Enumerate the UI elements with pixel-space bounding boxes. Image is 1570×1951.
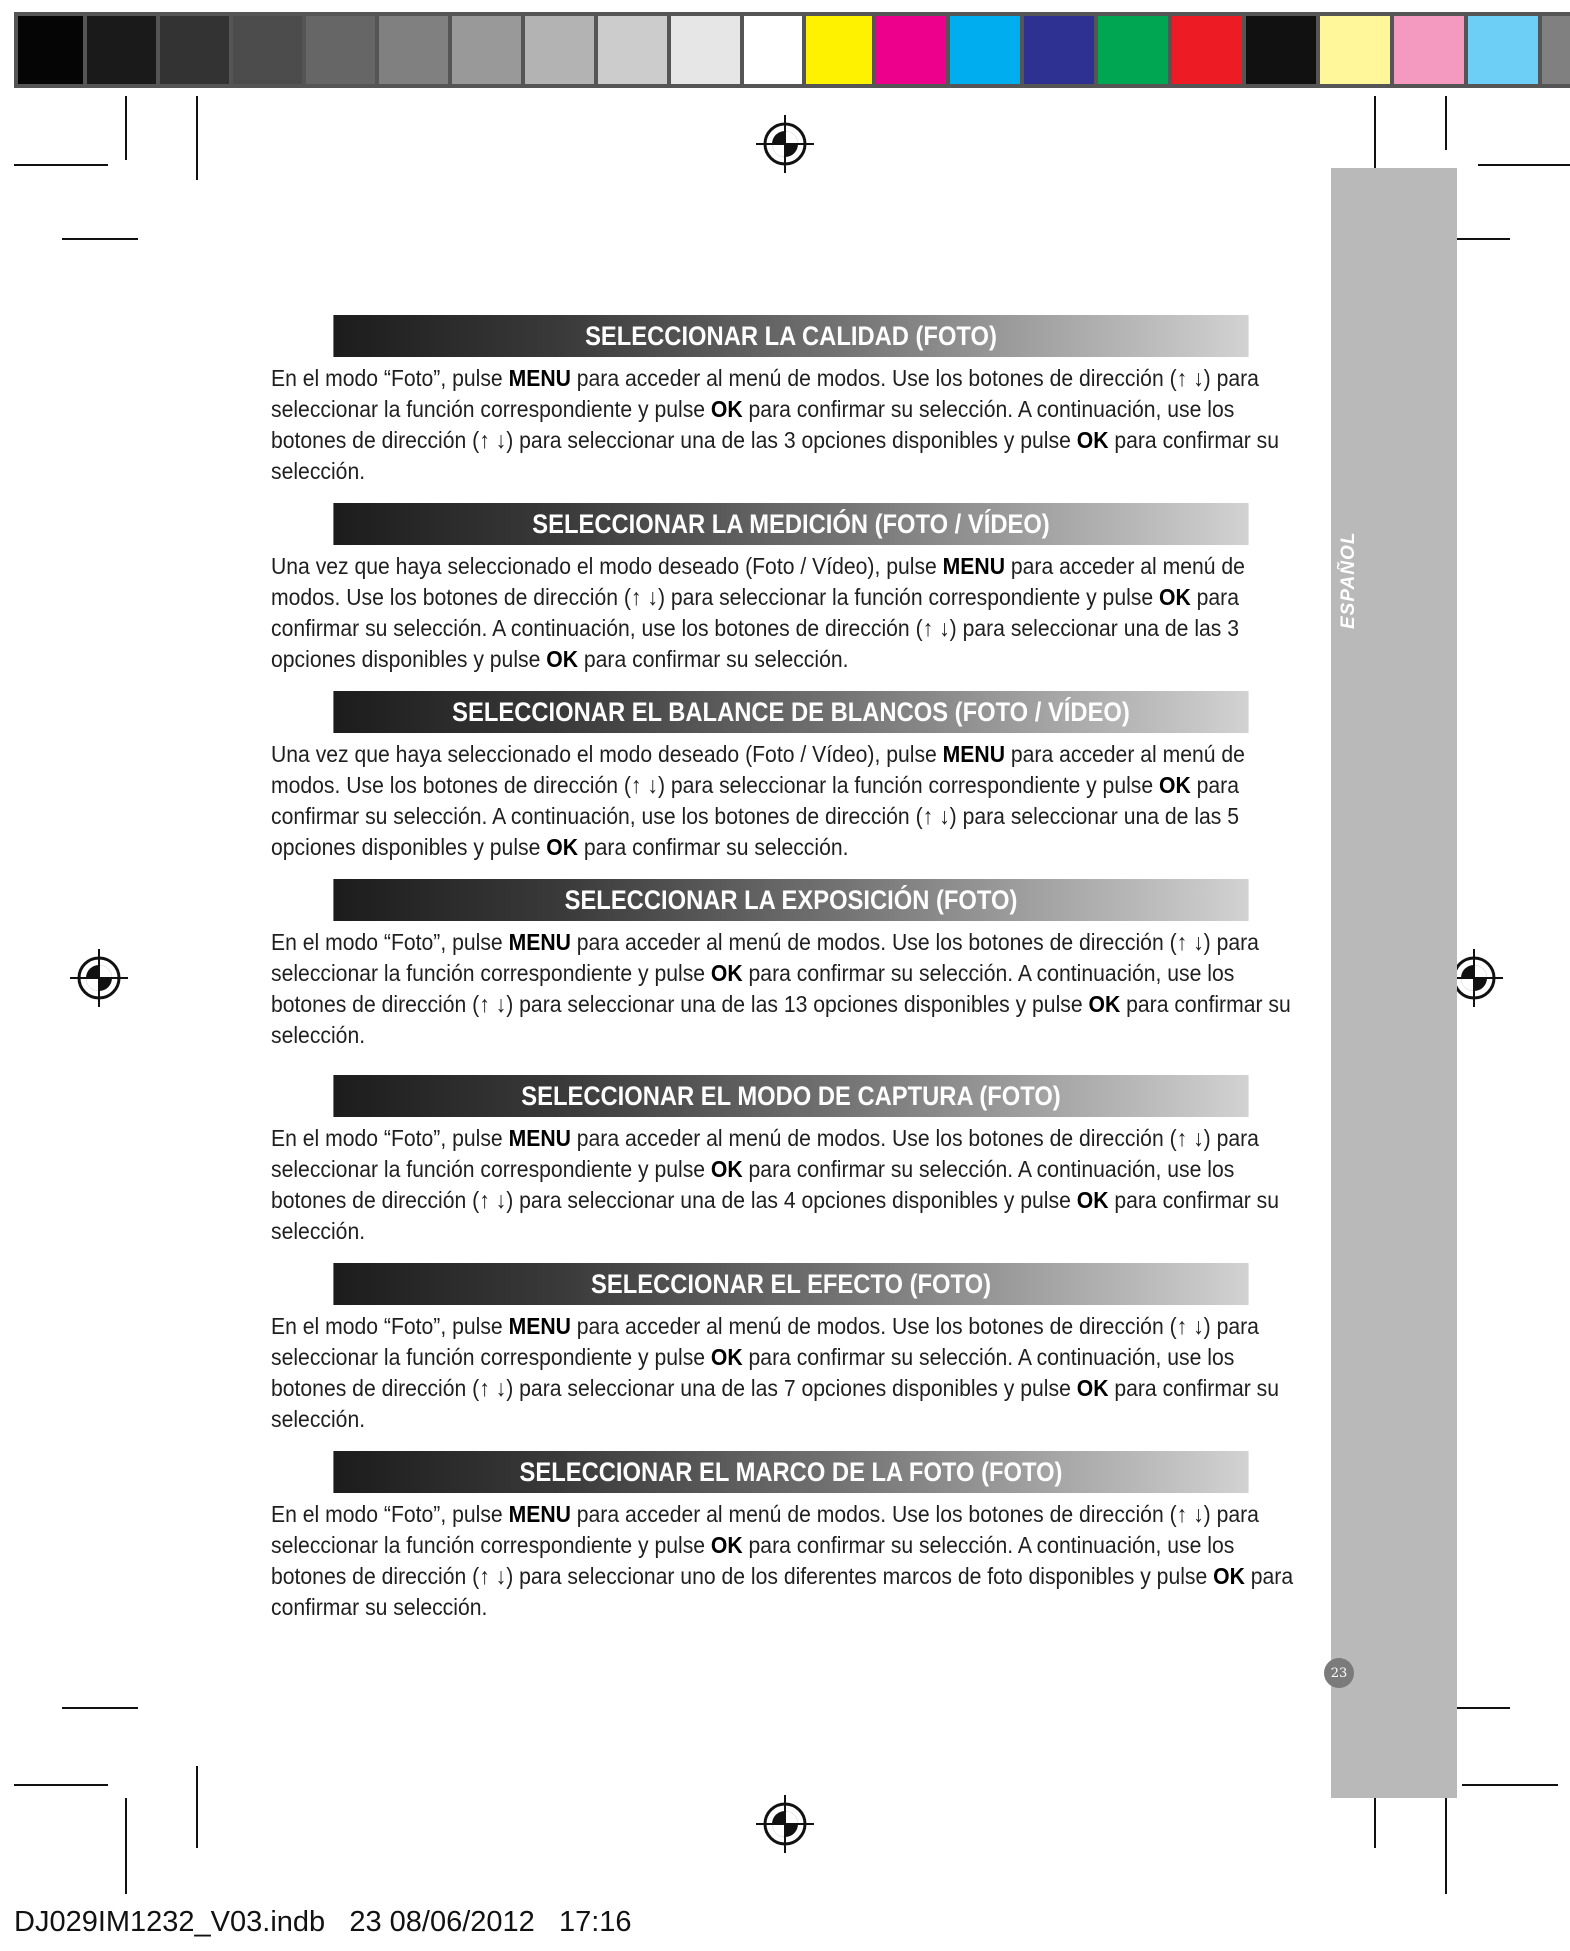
gray-swatch — [452, 12, 525, 88]
body-text-run: para confirmar su selección. — [271, 1375, 1280, 1432]
button-keyword: OK — [546, 646, 579, 672]
page-number: 23 — [1324, 1658, 1354, 1688]
body-text-run: Una vez que haya seleccionado el modo deseado (Foto / Vídeo), pulse — [271, 553, 943, 579]
gray-swatch — [306, 12, 379, 88]
button-keyword: MENU — [508, 1501, 571, 1527]
section-title: SELECCIONAR LA CALIDAD (FOTO) — [333, 315, 1248, 357]
body-text-run: En el modo “Foto”, pulse — [271, 929, 509, 955]
language-side-tab — [1331, 168, 1457, 1798]
button-keyword: MENU — [508, 365, 571, 391]
body-text-run: En el modo “Foto”, pulse — [271, 1313, 509, 1339]
manual-section — [271, 315, 1311, 487]
button-keyword: MENU — [942, 553, 1005, 579]
body-text-run: para acceder al menú de modos. Use los botones de dirección (↑ ↓) para seleccionar la función correspondiente y pulse — [271, 553, 1245, 610]
manual-section — [271, 1451, 1311, 1623]
section-body-text — [271, 927, 1313, 1051]
section-body-text — [271, 551, 1313, 675]
crop-mark — [1462, 1784, 1558, 1786]
crop-mark — [125, 96, 127, 160]
gray-swatch — [525, 12, 598, 88]
gray-swatch — [598, 12, 671, 88]
gray-swatch — [671, 12, 744, 88]
body-text-run: para confirmar su selección. A continuación, use los botones de dirección (↑ ↓) para seleccionar una de las 4 opciones disponibles y pulse — [271, 1156, 1235, 1213]
process-swatch — [1172, 12, 1246, 88]
body-text-run: para acceder al menú de modos. Use los botones de dirección (↑ ↓) para seleccionar la función correspondiente y pulse — [271, 1313, 1259, 1370]
gray-swatch — [233, 12, 306, 88]
body-text-run: para confirmar su selección. A continuación, use los botones de dirección (↑ ↓) para seleccionar una de las 7 opciones disponibles y pulse — [271, 1344, 1235, 1401]
button-keyword: OK — [1076, 427, 1109, 453]
body-text-run: para confirmar su selección. — [271, 1187, 1280, 1244]
button-keyword: MENU — [508, 1313, 571, 1339]
process-swatch — [1246, 12, 1320, 88]
body-text-run: para confirmar su selección. A continuación, use los botones de dirección (↑ ↓) para seleccionar una de las 13 opciones disponibles y pulse — [271, 960, 1235, 1017]
body-text-run: para confirmar su selección. A continuación, use los botones de dirección (↑ ↓) para seleccionar una de las 3 opciones disponibles y pulse — [271, 396, 1235, 453]
section-title: SELECCIONAR LA EXPOSICIÓN (FOTO) — [333, 879, 1248, 921]
process-swatch — [950, 12, 1024, 88]
process-swatch — [1098, 12, 1172, 88]
gray-swatch — [379, 12, 452, 88]
section-body-text — [271, 1123, 1313, 1247]
body-text-run: En el modo “Foto”, pulse — [271, 1125, 509, 1151]
crop-mark — [14, 164, 108, 166]
crop-mark — [1445, 96, 1447, 150]
button-keyword: MENU — [508, 1125, 571, 1151]
process-swatch — [1320, 12, 1394, 88]
manual-section — [271, 503, 1311, 675]
button-keyword: OK — [1159, 772, 1191, 798]
section-body-text — [271, 363, 1313, 487]
button-keyword: OK — [710, 396, 743, 422]
crop-mark — [196, 96, 198, 180]
crop-mark — [62, 238, 138, 240]
crop-mark — [1445, 1798, 1447, 1894]
crop-mark — [125, 1798, 127, 1894]
button-keyword: OK — [710, 960, 743, 986]
body-text-run: para confirmar su selección. — [271, 427, 1280, 484]
body-text-run: para confirmar su selección. A continuación, use los botones de dirección (↑ ↓) para seleccionar uno de los diferentes marcos de foto disponibles y pulse — [271, 1532, 1235, 1589]
registration-target-icon — [68, 947, 130, 1009]
crop-mark — [1478, 164, 1570, 166]
button-keyword: OK — [710, 1532, 743, 1558]
crop-mark — [196, 1766, 198, 1848]
body-text-run: para acceder al menú de modos. Use los botones de dirección (↑ ↓) para seleccionar la función correspondiente y pulse — [271, 1125, 1259, 1182]
body-text-run: para confirmar su selección. — [578, 834, 849, 860]
manual-section — [271, 1263, 1311, 1435]
body-text-run: para confirmar su selección. — [578, 646, 849, 672]
section-title: SELECCIONAR EL MODO DE CAPTURA (FOTO) — [333, 1075, 1248, 1117]
process-swatch — [802, 12, 876, 88]
section-body-text — [271, 1311, 1313, 1435]
manual-section — [271, 691, 1311, 863]
body-text-run: Una vez que haya seleccionado el modo deseado (Foto / Vídeo), pulse — [271, 741, 943, 767]
crop-mark — [14, 1784, 108, 1786]
manual-section — [271, 879, 1311, 1051]
button-keyword: OK — [710, 1344, 743, 1370]
body-text-run: para confirmar su selección. — [271, 991, 1291, 1048]
body-text-run: para acceder al menú de modos. Use los botones de dirección (↑ ↓) para seleccionar la función correspondiente y pulse — [271, 741, 1245, 798]
section-title: SELECCIONAR EL MARCO DE LA FOTO (FOTO) — [333, 1451, 1248, 1493]
process-swatch — [1024, 12, 1098, 88]
button-keyword: OK — [546, 834, 579, 860]
body-text-run: En el modo “Foto”, pulse — [271, 1501, 509, 1527]
registration-target-icon — [754, 1793, 816, 1855]
section-body-text — [271, 739, 1313, 863]
body-text-run: para acceder al menú de modos. Use los botones de dirección (↑ ↓) para seleccionar la función correspondiente y pulse — [271, 1501, 1259, 1558]
section-title: SELECCIONAR EL EFECTO (FOTO) — [333, 1263, 1248, 1305]
grayscale-color-bar — [14, 12, 817, 88]
body-text-run: para acceder al menú de modos. Use los botones de dirección (↑ ↓) para seleccionar la función correspondiente y pulse — [271, 365, 1259, 422]
gray-swatch — [14, 12, 87, 88]
process-swatch — [1468, 12, 1542, 88]
button-keyword: OK — [710, 1156, 743, 1182]
button-keyword: OK — [1159, 584, 1191, 610]
gray-swatch — [160, 12, 233, 88]
registration-target-icon — [754, 113, 816, 175]
manual-content — [271, 315, 1311, 1639]
process-swatch — [876, 12, 950, 88]
gray-swatch — [87, 12, 160, 88]
body-text-run: para confirmar su selección. A continuación, use los botones de dirección (↑ ↓) para seleccionar una de las 3 opciones disponibles y pulse — [271, 584, 1240, 672]
button-keyword: MENU — [942, 741, 1005, 767]
button-keyword: OK — [1213, 1563, 1245, 1589]
body-text-run: para acceder al menú de modos. Use los botones de dirección (↑ ↓) para seleccionar la función correspondiente y pulse — [271, 929, 1259, 986]
manual-section — [271, 1075, 1311, 1247]
button-keyword: OK — [1076, 1187, 1109, 1213]
process-swatch — [1542, 12, 1570, 88]
button-keyword: OK — [1076, 1375, 1109, 1401]
button-keyword: OK — [1088, 991, 1121, 1017]
body-text-run: para confirmar su selección. A continuación, use los botones de dirección (↑ ↓) para seleccionar una de las 5 opciones disponibles y pulse — [271, 772, 1240, 860]
section-title: SELECCIONAR LA MEDICIÓN (FOTO / VÍDEO) — [333, 503, 1248, 545]
process-color-bar — [802, 12, 1570, 88]
crop-mark — [62, 1707, 138, 1709]
process-swatch — [1394, 12, 1468, 88]
section-title: SELECCIONAR EL BALANCE DE BLANCOS (FOTO / VÍDEO) — [333, 691, 1248, 733]
body-text-run: En el modo “Foto”, pulse — [271, 365, 509, 391]
print-slug-footer: DJ029IM1232_V03.indb 23 08/06/2012 17:16 — [14, 1906, 632, 1938]
body-text-run: para confirmar su selección. — [271, 1563, 1294, 1620]
section-body-text — [271, 1499, 1313, 1623]
language-tab-label: ESPAÑOL — [1338, 531, 1359, 629]
button-keyword: MENU — [508, 929, 571, 955]
